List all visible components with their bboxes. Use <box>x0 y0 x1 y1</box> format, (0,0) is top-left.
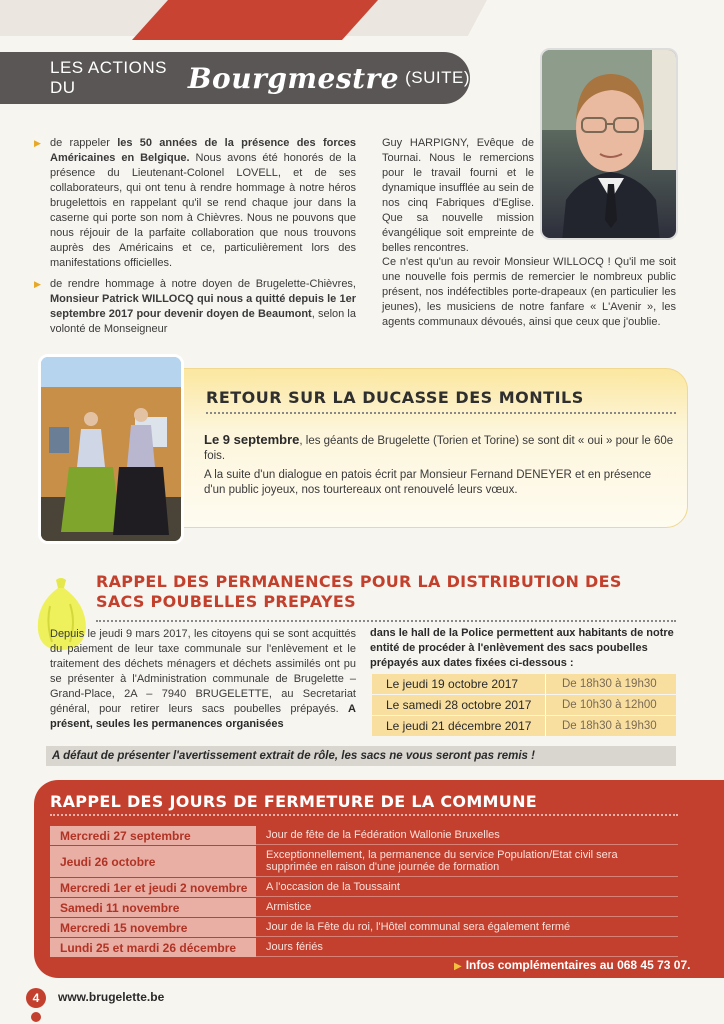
fermeture-table <box>50 826 678 958</box>
table-row: Mercredi 27 septembre Jour de fête de la Fédération Wallonie Bruxelles <box>50 826 678 845</box>
ducasse-lead: Le 9 septembre <box>204 432 300 447</box>
schedule-row: Le jeudi 19 octobre 2017 De 18h30 à 19h30 <box>372 674 676 694</box>
header-script-title: Bourgmestre <box>187 61 400 95</box>
table-row: Lundi 25 et mardi 26 décembre Jours fériés <box>50 938 678 957</box>
intro-column-2-continued: Ce n'est qu'un au revoir Monsieur WILLOCQ ! Qu'il me soit une nouvelle fois permis de remercier le nombreux public présent, nos indéfectibles porte-drapeaux (en particulier les jeunes), les musiciens de notre fanfare « L'Avenir », les agents communaux dévoués, ainsi que ceux que j'oublie. <box>382 256 676 328</box>
schedule-row: Le samedi 28 octobre 2017 De 10h30 à 12h00 <box>372 695 676 715</box>
fermeture-title: RAPPEL DES JOURS DE FERMETURE DE LA COMMUNE <box>50 792 537 811</box>
table-row: Mercredi 15 novembre Jour de la Fête du roi, l'Hôtel communal sera également fermé <box>50 918 678 937</box>
intro-column-2: Guy HARPIGNY, Evêque de Tournai. Nous le remercions pour le travail fourni et le dynamique insufflée au sein de nos cinq Fabriques d'Eglise. Que sa nouvelle mission évangélique soit empreinte de belles rencontres. <box>382 137 534 254</box>
fermeture-divider <box>50 814 678 816</box>
fermeture-info: ▶ Infos complémentaires au 068 45 73 07. <box>454 958 691 972</box>
website-link[interactable]: www.brugelette.be <box>58 990 165 1004</box>
triangle-right-icon: ▶ <box>454 961 462 972</box>
intro-paragraph-1: ▶ de rappeler les 50 années de la présence des forces Américaines en Belgique. Nous avons été honorés de la présence du Lieutenant-Colonel LOVELL, et de ses collaborateurs, qui ont tenu à rendre hommage à notre héros brugelettois en rappelant qu'il se rend chaque jour dans la caserne qui porte son nom à Chièvres. Nous ne pouvons que nous réjouir de la parfaite collaboration que nous trouvons auprès des Américains et ce, particulièrement lors des manifestations officielles. <box>34 137 356 269</box>
bourgmestre-portrait <box>540 48 678 240</box>
ducasse-text <box>204 432 674 502</box>
page-dot <box>31 1012 41 1022</box>
ducasse-divider <box>206 412 676 414</box>
table-row: Jeudi 26 octobre Exceptionnellement, la permanence du service Population/Etat civil sera supprimée en raison d'une journée de formation <box>50 846 678 877</box>
triangle-right-icon: ▶ <box>34 138 41 148</box>
intro-paragraph-2: ▶ de rendre hommage à notre doyen de Brugelette-Chièvres, Monsieur Patrick WILLOCQ qui nous a quitté depuis le 1er septembre 2017 pour devenir doyen de Beaumont, selon la volonté de Monseigneur <box>34 278 356 335</box>
schedule-row: Le jeudi 21 décembre 2017 De 18h30 à 19h30 <box>372 716 676 736</box>
intro-column-1 <box>34 136 356 343</box>
page-number: 4 <box>26 988 46 1008</box>
ducasse-line-2: A la suite d'un dialogue en patois écrit par Monsieur Fernand DENEYER et en présence d'un public joyeux, nos tourtereaux ont renouvelé leurs vœux. <box>204 469 652 496</box>
table-row: Samedi 11 novembre Armistice <box>50 898 678 917</box>
sacs-text-right: dans le hall de la Police permettent aux habitants de notre entité de procéder à l'enlèvement des sacs poubelles prépayés aux dates fixées ci-dessous : <box>370 627 674 669</box>
header-prefix: LES ACTIONS DU <box>50 58 167 97</box>
header-suffix: (SUITE) <box>405 68 470 87</box>
section-header <box>0 52 470 104</box>
sacs-warning: A défaut de présenter l'avertissement extrait de rôle, les sacs ne vous seront pas remis ! <box>46 746 676 766</box>
sacs-divider <box>96 620 676 622</box>
ducasse-title: RETOUR SUR LA DUCASSE DES MONTILS <box>206 388 584 407</box>
sacs-text-left: Depuis le jeudi 9 mars 2017, les citoyens qui se sont acquittés du paiement de leur taxe communale sur l'enlèvement et le traitement des déchets ménagers et déchets assimilés ont pu se présenter à l'Administration communale de Brugelette – Grand-Place, 2A – 7940 BRUGELETTE, au Secretariat général, pour retirer leurs sacs poubelles prépayés. A présent, seules les permanences organisées <box>50 628 356 730</box>
sacs-title: RAPPEL DES PERMANENCES POUR LA DISTRIBUTION DES SACS POUBELLES PREPAYES <box>96 572 622 611</box>
ducasse-line-1: , les géants de Brugelette (Torien et Torine) se sont dit « oui » pour le 60e fois. <box>204 435 674 462</box>
schedule-table <box>372 674 676 737</box>
table-row: Mercredi 1er et jeudi 2 novembre A l'occasion de la Toussaint <box>50 878 678 897</box>
giants-photo <box>38 354 184 544</box>
triangle-right-icon: ▶ <box>34 279 41 289</box>
